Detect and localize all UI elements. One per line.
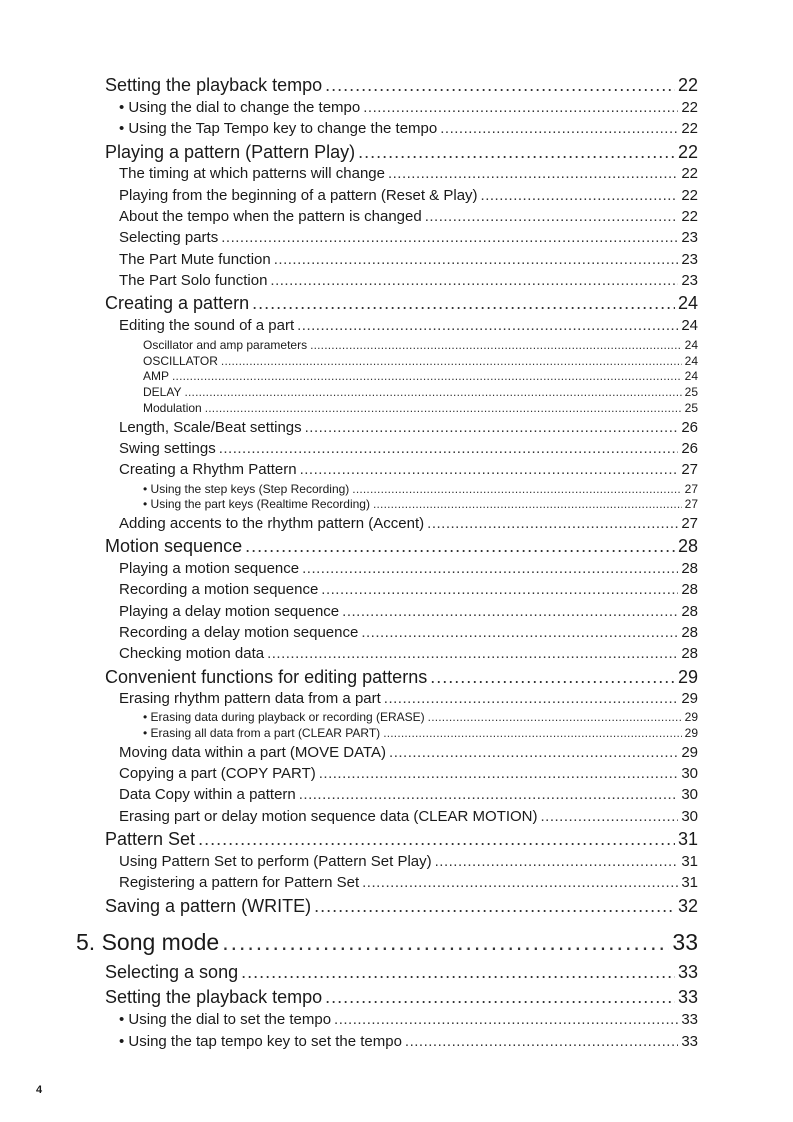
toc-entry xyxy=(105,830,698,848)
toc-entry xyxy=(119,604,698,619)
toc-entry-page: 28 xyxy=(681,603,698,620)
dot-leader xyxy=(245,537,675,555)
toc-entry xyxy=(143,711,698,723)
toc-entry-title: Erasing rhythm pattern data from a part xyxy=(119,690,381,707)
toc-entry-page: 29 xyxy=(684,710,698,724)
toc-entry-page: 33 xyxy=(677,987,698,1007)
toc-entry xyxy=(119,1012,698,1027)
toc-entry xyxy=(143,386,698,398)
dot-leader xyxy=(384,691,679,706)
toc-entry xyxy=(119,561,698,576)
toc-entry xyxy=(105,76,698,94)
dot-leader xyxy=(198,830,675,848)
toc-entry xyxy=(143,355,698,367)
dot-leader xyxy=(427,516,678,531)
dot-leader xyxy=(425,209,679,224)
dot-leader xyxy=(252,294,675,312)
dot-leader xyxy=(389,745,678,760)
toc-entry-page: 31 xyxy=(677,829,698,849)
dot-leader xyxy=(541,809,679,824)
toc-entry-title: DELAY xyxy=(143,385,182,399)
dot-leader xyxy=(342,604,678,619)
dot-leader xyxy=(325,76,675,94)
toc-entry xyxy=(119,188,698,203)
toc-entry-page: 33 xyxy=(677,962,698,982)
toc-entry-page: 22 xyxy=(677,142,698,162)
toc-entry xyxy=(119,875,698,890)
toc-entry xyxy=(119,252,698,267)
toc-entry-title: Recording a motion sequence xyxy=(119,581,319,598)
toc-entry-title: Convenient functions for editing patterns xyxy=(105,667,428,687)
toc-entry-page: 24 xyxy=(681,317,698,334)
toc-entry xyxy=(119,766,698,781)
toc-entry-title: • Using the step keys (Step Recording) xyxy=(143,482,350,496)
toc-entry-title: Adding accents to the rhythm pattern (Accent) xyxy=(119,515,425,532)
toc-entry xyxy=(119,100,698,115)
toc-entry-title: AMP xyxy=(143,369,170,383)
toc-entry-title: 5. Song mode xyxy=(76,929,220,955)
toc-entry-title: Playing a pattern (Pattern Play) xyxy=(105,142,356,162)
toc-entry-page: 25 xyxy=(684,401,698,415)
toc-entry-title: Moving data within a part (MOVE DATA) xyxy=(119,744,387,761)
toc-entry-page: 33 xyxy=(672,929,698,955)
dot-leader xyxy=(388,166,678,181)
dot-leader xyxy=(267,646,678,661)
toc-entry xyxy=(119,646,698,661)
toc-entry-page: 30 xyxy=(681,765,698,782)
dot-leader xyxy=(305,420,679,435)
toc-entry xyxy=(119,230,698,245)
toc-entry xyxy=(143,402,698,414)
toc-entry-page: 27 xyxy=(681,515,698,532)
dot-leader xyxy=(221,230,678,245)
toc-entry-page: 22 xyxy=(681,120,698,137)
toc-entry-page: 31 xyxy=(681,874,698,891)
dot-leader xyxy=(299,787,679,802)
toc-entry-title: Modulation xyxy=(143,401,202,415)
toc-entry xyxy=(119,809,698,824)
toc-entry-title: • Using the dial to change the tempo xyxy=(119,99,361,116)
dot-leader xyxy=(325,988,675,1006)
toc-entry-page: 22 xyxy=(681,99,698,116)
dot-leader xyxy=(310,339,682,351)
toc-entry-page: 26 xyxy=(681,440,698,457)
dot-leader xyxy=(334,1012,678,1027)
toc-entry-page: 28 xyxy=(681,645,698,662)
toc-entry-title: Setting the playback tempo xyxy=(105,75,323,95)
toc-entry-title: Pattern Set xyxy=(105,829,196,849)
dot-leader xyxy=(321,582,678,597)
toc-entry xyxy=(119,462,698,477)
toc-entry xyxy=(143,483,698,495)
toc-entry-page: 22 xyxy=(681,208,698,225)
toc-entry-title: Selecting parts xyxy=(119,229,219,246)
dot-leader xyxy=(363,100,678,115)
toc-entry-title: Playing from the beginning of a pattern (Reset & Play) xyxy=(119,187,478,204)
toc-entry-title: The Part Mute function xyxy=(119,251,271,268)
toc-entry xyxy=(119,166,698,181)
toc-entry xyxy=(143,370,698,382)
dot-leader xyxy=(435,854,679,869)
dot-leader xyxy=(383,727,681,739)
toc-entry-title: Recording a delay motion sequence xyxy=(119,624,359,641)
dot-leader xyxy=(362,875,678,890)
toc-entry-title: Setting the playback tempo xyxy=(105,987,323,1007)
toc-entry-title: Saving a pattern (WRITE) xyxy=(105,896,312,916)
toc-entry-title: Oscillator and amp parameters xyxy=(143,338,308,352)
toc-entry xyxy=(119,273,698,288)
toc-entry xyxy=(143,339,698,351)
dot-leader xyxy=(205,402,682,414)
dot-leader xyxy=(297,318,678,333)
toc-entry xyxy=(105,143,698,161)
dot-leader xyxy=(300,462,679,477)
toc-entry xyxy=(119,582,698,597)
toc-entry-title: Selecting a song xyxy=(105,962,239,982)
dot-leader xyxy=(314,897,675,915)
toc-entry-page: 29 xyxy=(677,667,698,687)
dot-leader xyxy=(352,483,681,495)
toc-entry xyxy=(119,441,698,456)
toc-entry-page: 24 xyxy=(684,338,698,352)
toc-entry-title: About the tempo when the pattern is changed xyxy=(119,208,422,225)
toc-entry-title: Checking motion data xyxy=(119,645,265,662)
dot-leader xyxy=(428,711,682,723)
toc-entry xyxy=(119,1034,698,1049)
toc-entry xyxy=(119,318,698,333)
toc-entry xyxy=(105,897,698,915)
toc-entry-page: 29 xyxy=(684,726,698,740)
toc-entry xyxy=(105,537,698,555)
toc-entry-page: 28 xyxy=(681,560,698,577)
toc-entry xyxy=(143,727,698,739)
toc-entry xyxy=(105,988,698,1006)
dot-leader xyxy=(405,1034,678,1049)
toc-entry-title: • Erasing all data from a part (CLEAR PART) xyxy=(143,726,381,740)
dot-leader xyxy=(241,963,675,981)
toc-entry-title: • Using the dial to set the tempo xyxy=(119,1011,332,1028)
toc-entry xyxy=(119,209,698,224)
dot-leader xyxy=(319,766,679,781)
dot-leader xyxy=(358,143,675,161)
toc-entry-title: Swing settings xyxy=(119,440,216,457)
toc-entry-page: 28 xyxy=(681,581,698,598)
toc-entry-page: 29 xyxy=(681,744,698,761)
dot-leader xyxy=(172,370,682,382)
toc-entry xyxy=(119,121,698,136)
toc-entry-title: • Using the tap tempo key to set the tempo xyxy=(119,1033,402,1050)
dot-leader xyxy=(440,121,678,136)
toc-entry-page: 27 xyxy=(681,461,698,478)
toc-entry-title: Motion sequence xyxy=(105,536,243,556)
toc-entry-title: Using Pattern Set to perform (Pattern Set Play) xyxy=(119,853,432,870)
toc-entry xyxy=(119,787,698,802)
dot-leader xyxy=(302,561,678,576)
toc-entry-title: Data Copy within a pattern xyxy=(119,786,296,803)
toc-entry-page: 30 xyxy=(681,808,698,825)
toc-entry-title: Copying a part (COPY PART) xyxy=(119,765,316,782)
toc-entry-title: Registering a pattern for Pattern Set xyxy=(119,874,360,891)
toc-entry-page: 24 xyxy=(684,354,698,368)
dot-leader xyxy=(184,386,681,398)
dot-leader xyxy=(430,668,675,686)
toc-entry-page: 24 xyxy=(677,293,698,313)
toc-entry xyxy=(119,745,698,760)
toc-entry xyxy=(143,498,698,510)
toc-entry-page: 28 xyxy=(677,536,698,556)
toc-entry-title: Creating a Rhythm Pattern xyxy=(119,461,297,478)
toc-entry-page: 29 xyxy=(681,690,698,707)
toc-entry-page: 27 xyxy=(684,497,698,511)
dot-leader xyxy=(361,625,678,640)
toc-entry-title: The timing at which patterns will change xyxy=(119,165,385,182)
toc-entry xyxy=(105,294,698,312)
toc-entry-title: Creating a pattern xyxy=(105,293,250,313)
toc-entry xyxy=(119,420,698,435)
toc-entry-title: • Erasing data during playback or recording (ERASE) xyxy=(143,710,425,724)
toc-entry xyxy=(119,691,698,706)
toc-entry xyxy=(119,854,698,869)
toc-entry-page: 26 xyxy=(681,419,698,436)
toc-entry-title: Playing a motion sequence xyxy=(119,560,300,577)
dot-leader xyxy=(481,188,679,203)
toc-entry-page: 27 xyxy=(684,482,698,496)
toc-entry-page: 32 xyxy=(677,896,698,916)
toc-entry-title: • Using the Tap Tempo key to change the tempo xyxy=(119,120,438,137)
dot-leader xyxy=(373,498,682,510)
page-number: 4 xyxy=(36,1084,43,1096)
toc-entry-page: 28 xyxy=(681,624,698,641)
toc-entry-title: • Using the part keys (Realtime Recording) xyxy=(143,497,370,511)
toc-entry-title: Length, Scale/Beat settings xyxy=(119,419,302,436)
toc-entry-title: Erasing part or delay motion sequence data (CLEAR MOTION) xyxy=(119,808,538,825)
dot-leader xyxy=(219,441,679,456)
toc-entry-page: 22 xyxy=(677,75,698,95)
toc-entry-title: The Part Solo function xyxy=(119,272,268,289)
toc-entry-page: 22 xyxy=(681,187,698,204)
dot-leader xyxy=(274,252,679,267)
toc-entry-page: 24 xyxy=(684,369,698,383)
toc-entry-title: Playing a delay motion sequence xyxy=(119,603,340,620)
dot-leader xyxy=(221,355,682,367)
toc-entry-page: 30 xyxy=(681,786,698,803)
dot-leader xyxy=(270,273,678,288)
toc-entry xyxy=(105,963,698,981)
toc-entry-page: 23 xyxy=(681,229,698,246)
toc-entry-page: 31 xyxy=(681,853,698,870)
toc-entry xyxy=(76,931,698,954)
toc-entry-page: 22 xyxy=(681,165,698,182)
toc-entry xyxy=(105,668,698,686)
toc-entry-page: 23 xyxy=(681,251,698,268)
toc-entry-title: OSCILLATOR xyxy=(143,354,218,368)
toc-entry xyxy=(119,516,698,531)
toc-entry-page: 25 xyxy=(684,385,698,399)
dot-leader xyxy=(222,931,669,954)
toc-entry-page: 33 xyxy=(681,1033,698,1050)
toc-entry-page: 23 xyxy=(681,272,698,289)
toc-entry-title: Editing the sound of a part xyxy=(119,317,295,334)
toc-entry-page: 33 xyxy=(681,1011,698,1028)
toc-entry xyxy=(119,625,698,640)
